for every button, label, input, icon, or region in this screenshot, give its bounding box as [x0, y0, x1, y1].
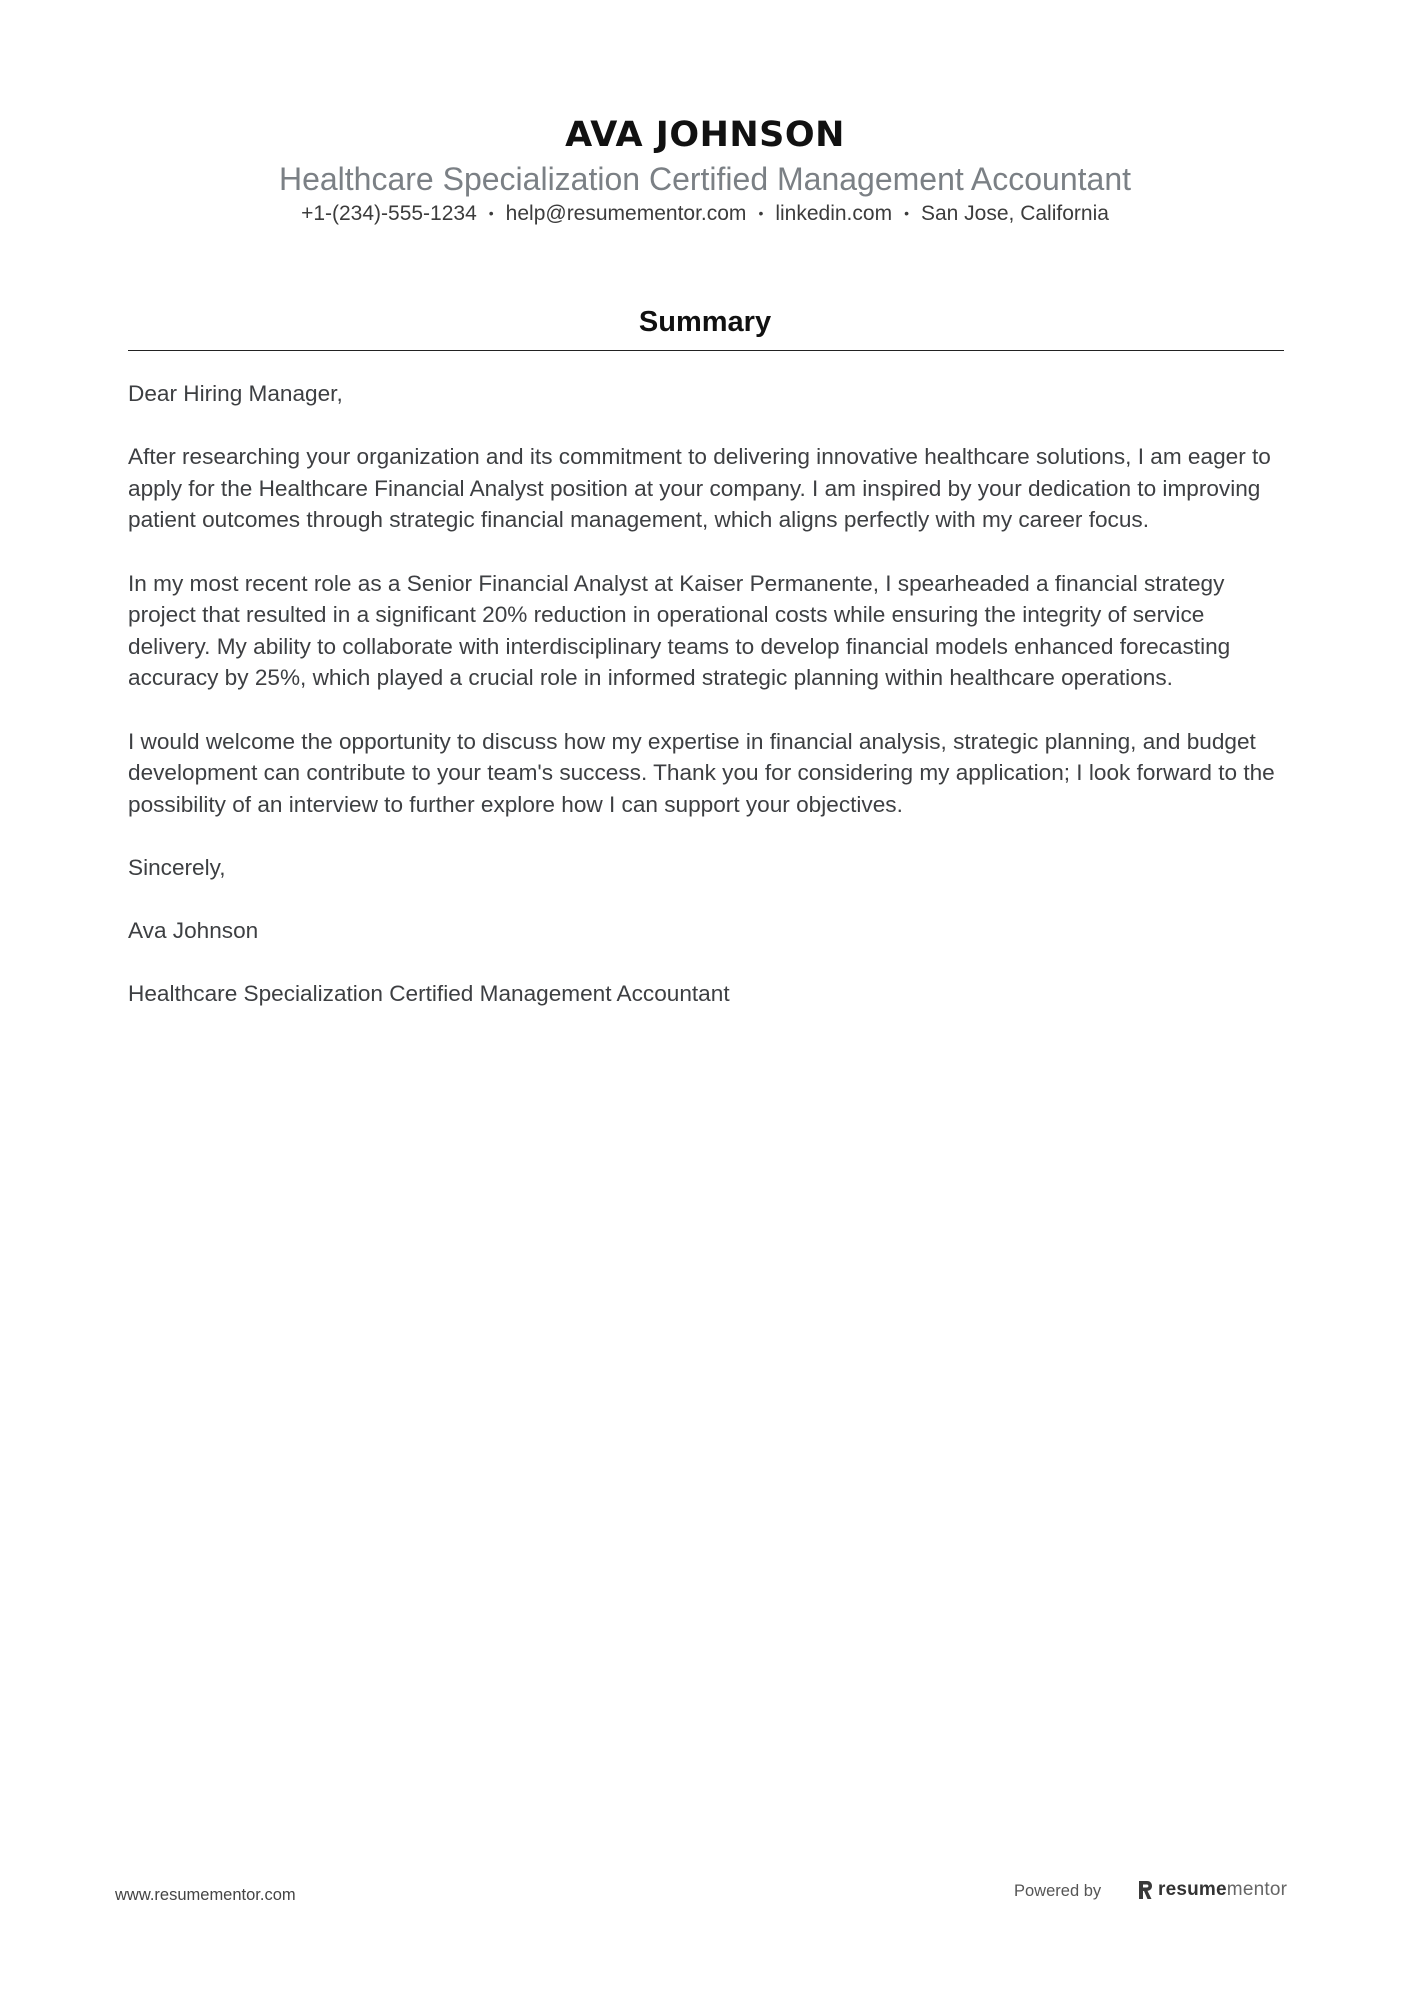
- signature-title: Healthcare Specialization Certified Management Accountant: [128, 981, 730, 1007]
- footer-brand[interactable]: [1137, 1877, 1287, 1903]
- footer-website-link[interactable]: www.resumementor.com: [115, 1886, 296, 1904]
- letter-body: [128, 378, 1288, 1041]
- contact-separator: •: [488, 205, 494, 221]
- contact-separator: •: [758, 205, 764, 221]
- letter-paragraph: After researching your organization and its commitment to delivering innovative healthcare solutions, I am eager to apply for the Healthcare Financial Analyst position at your company. I am inspired by your dedication to improving patient outcomes through strategic financial management, which aligns perfectly with my career focus.: [128, 444, 1271, 533]
- contact-location: San Jose, California: [920, 202, 1109, 225]
- letter-paragraph: In my most recent role as a Senior Financial Analyst at Kaiser Permanente, I spearheaded a financial strategy project that resulted in a significant 20% reduction in operational costs while ensuring the integrity of service delivery. My ability to collaborate with interdisciplinary teams to develop financial models enhanced forecasting accuracy by 25%, which played a crucial role in informed strategic planning within healthcare operations.: [128, 570, 1231, 691]
- contact-phone: +1-(234)-555-1234: [301, 202, 477, 225]
- letter-greeting: Dear Hiring Manager,: [128, 381, 343, 406]
- section-divider: [128, 350, 1284, 351]
- signature-name: Ava Johnson: [128, 918, 259, 944]
- brand-wordmark-light: mentor: [1226, 1879, 1288, 1900]
- candidate-title: Healthcare Specialization Certified Management Accountant: [278, 161, 1132, 197]
- contact-email[interactable]: help@resumementor.com: [505, 202, 747, 225]
- brand-wordmark-bold: resume: [1158, 1879, 1227, 1900]
- letter-closing: Sincerely,: [128, 854, 226, 880]
- candidate-name: AVA JOHNSON: [565, 115, 845, 155]
- header: [0, 112, 1410, 229]
- contact-line: [0, 198, 1410, 229]
- section-title-summary: Summary: [638, 306, 772, 338]
- brand-wordmark: [1158, 1879, 1287, 1901]
- contact-separator: •: [904, 205, 909, 221]
- letter-paragraph: I would welcome the opportunity to discuss how my expertise in financial analysis, strategic planning, and budget development can contribute to your team's success. Thank you for considering my application; I look forward to the possibility of an interview to further explore how I can support your objectives.: [128, 728, 1275, 817]
- footer-powered-by: Powered by: [1014, 1882, 1102, 1900]
- contact-linkedin[interactable]: linkedin.com: [775, 202, 893, 225]
- resumementor-logo-icon: [1137, 1880, 1153, 1900]
